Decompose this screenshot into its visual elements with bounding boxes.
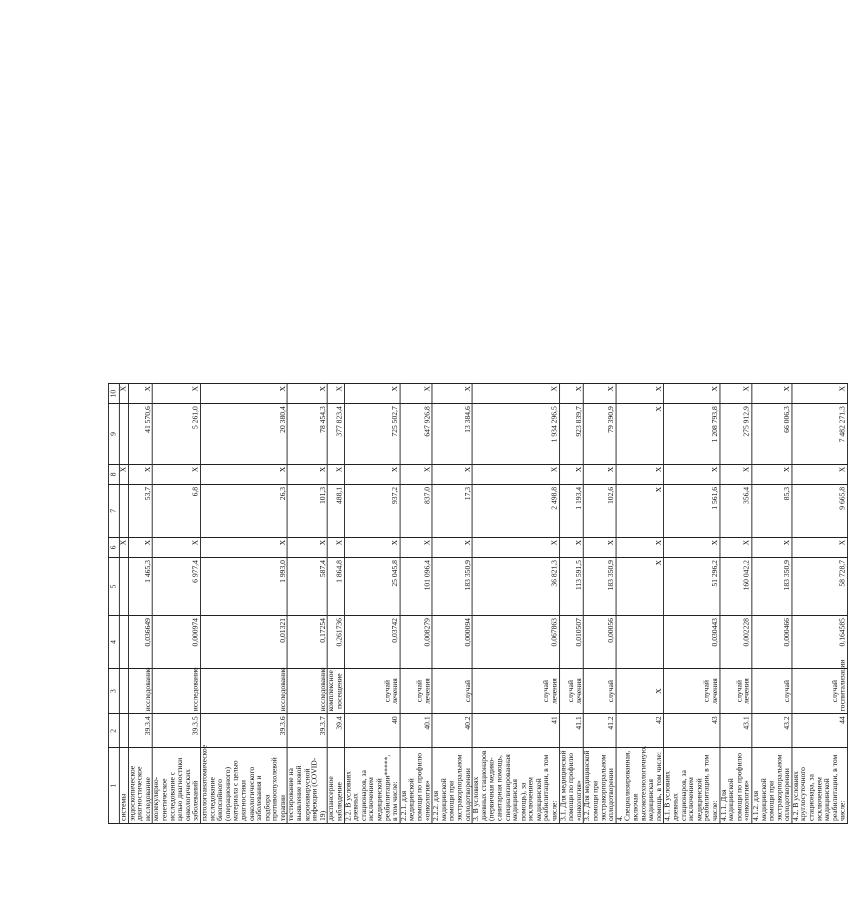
table-cell-c6: Х bbox=[432, 537, 472, 557]
table-cell-c6: Х bbox=[153, 537, 201, 557]
table-cell-c4: 0,00056 bbox=[584, 616, 616, 669]
table-cell-c3: исследование bbox=[128, 668, 152, 713]
table-cell-c6: Х bbox=[616, 537, 664, 557]
table-cell-c1: 4. Специализированная, включая высокотехнологичную, медицинская помощь, в том числе: bbox=[616, 748, 664, 824]
header-row bbox=[108, 384, 119, 824]
table-cell-c5: 160 042,2 bbox=[720, 558, 752, 616]
table-cell-c9: 275 912,9 bbox=[720, 404, 752, 465]
table-cell-c3: случай лечения bbox=[559, 668, 583, 713]
table-cell-c6: Х bbox=[328, 537, 345, 557]
table-cell-c5: 1 864,8 bbox=[328, 558, 345, 616]
table-cell-c6: Х bbox=[752, 537, 792, 557]
table-cell-c5: 25 045,8 bbox=[344, 558, 400, 616]
table-cell-c9: 647 926,8 bbox=[400, 404, 432, 465]
table-cell-c6: Х bbox=[119, 537, 128, 557]
table-cell-c3: случай лечения bbox=[344, 668, 400, 713]
table-cell-c4 bbox=[119, 616, 128, 669]
table-cell-c10: Х bbox=[792, 384, 848, 404]
table-cell-c9 bbox=[119, 404, 128, 465]
table-cell-c7: 1 561,6 bbox=[664, 484, 720, 537]
table-cell-c8: Х bbox=[200, 464, 287, 484]
table-cell-c1: 3.2. Для медицинской помощи при экстракорпоральном оплодотворении bbox=[584, 748, 616, 824]
table-cell-c6: Х bbox=[584, 537, 616, 557]
table-cell-c8: Х bbox=[616, 464, 664, 484]
table-row bbox=[472, 384, 559, 824]
column-header: 3 bbox=[108, 668, 119, 713]
table-cell-c8: Х bbox=[328, 464, 345, 484]
table-cell-c10: Х bbox=[153, 384, 201, 404]
rotated-table-container bbox=[108, 384, 847, 824]
table-cell-c2: 39.3.6 bbox=[200, 714, 287, 748]
table-cell-c9: 66 006,3 bbox=[752, 404, 792, 465]
table-cell-c8: Х bbox=[664, 464, 720, 484]
table-cell-c6: Х bbox=[344, 537, 400, 557]
table-cell-c1: 2.2.2. для медицинской помощи при экстракорпоральном оплодотворении bbox=[432, 748, 472, 824]
table-cell-c5: 51 296,2 bbox=[664, 558, 720, 616]
table-cell-c10: Х bbox=[344, 384, 400, 404]
table-row bbox=[400, 384, 432, 824]
table-row bbox=[559, 384, 583, 824]
table-cell-c1: молекулярно-генетическое исследование с целью диагностики онкологических заболеваний bbox=[153, 748, 201, 824]
table-cell-c4: 0,164585 bbox=[792, 616, 848, 669]
table-cell-c1: 4.1.1. Для медицинской помощи по профилю «онкология» bbox=[720, 748, 752, 824]
table-cell-c6: Х bbox=[400, 537, 432, 557]
table-cell-c7: 53,7 bbox=[128, 484, 152, 537]
table-cell-c3: случай госпитализации bbox=[792, 668, 848, 713]
table-cell-c9: 923 839,7 bbox=[559, 404, 583, 465]
table-cell-c9: 377 823,4 bbox=[328, 404, 345, 465]
column-header: 8 bbox=[108, 464, 119, 484]
table-cell-c10: Х bbox=[200, 384, 287, 404]
table-cell-c1: эндоскопическое диагностическое исследование bbox=[128, 748, 152, 824]
table-cell-c5: 113 591,5 bbox=[559, 558, 583, 616]
table-row bbox=[288, 384, 328, 824]
table-row bbox=[119, 384, 128, 824]
table-cell-c10: Х bbox=[720, 384, 752, 404]
table-cell-c2: 43.1 bbox=[720, 714, 752, 748]
table-cell-c2: 39.3.5 bbox=[153, 714, 201, 748]
table-cell-c4: 0,000466 bbox=[752, 616, 792, 669]
table-cell-c5: 587,4 bbox=[288, 558, 328, 616]
table-cell-c9: 41 570,6 bbox=[128, 404, 152, 465]
table-cell-c3: случай лечения bbox=[400, 668, 432, 713]
table-row bbox=[664, 384, 720, 824]
table-cell-c5: 6 977,4 bbox=[153, 558, 201, 616]
table-cell-c9: 5 261,0 bbox=[153, 404, 201, 465]
column-header: 2 bbox=[108, 714, 119, 748]
table-row bbox=[153, 384, 201, 824]
table-cell-c1: 4.1.2. для медицинской помощи при экстракорпоральном оплодотворении bbox=[752, 748, 792, 824]
table-row bbox=[752, 384, 792, 824]
table-row bbox=[200, 384, 287, 824]
table-cell-c7: 17,3 bbox=[432, 484, 472, 537]
table-cell-c10: Х bbox=[288, 384, 328, 404]
table-cell-c8: Х bbox=[288, 464, 328, 484]
table-cell-c9: 1 208 793,8 bbox=[664, 404, 720, 465]
table-cell-c10: Х bbox=[664, 384, 720, 404]
table-cell-c3: случай bbox=[432, 668, 472, 713]
table-row bbox=[328, 384, 345, 824]
table-cell-c6: Х bbox=[792, 537, 848, 557]
table-cell-c9: 78 454,3 bbox=[288, 404, 328, 465]
table-cell-c4: 0,002228 bbox=[720, 616, 752, 669]
table-cell-c7: 488,1 bbox=[328, 484, 345, 537]
table-row bbox=[584, 384, 616, 824]
table-cell-c8: Х bbox=[400, 464, 432, 484]
table-cell-c7: 837,0 bbox=[400, 484, 432, 537]
table-cell-c4: 0,008279 bbox=[400, 616, 432, 669]
table-cell-c3: исследование bbox=[200, 668, 287, 713]
table-cell-c6: Х bbox=[664, 537, 720, 557]
table-cell-c10: Х bbox=[119, 384, 128, 404]
table-cell-c6: Х bbox=[720, 537, 752, 557]
table-cell-c2: 44 bbox=[792, 714, 848, 748]
table-cell-c10: Х bbox=[328, 384, 345, 404]
table-cell-c1: тестирование на выявление новой коронавирусной инфекции (COVID-19) bbox=[288, 748, 328, 824]
table-cell-c6: Х bbox=[472, 537, 559, 557]
table-cell-c8: Х bbox=[119, 464, 128, 484]
table-cell-c1: 2.2.1. для медицинской помощи по профилю «онкология» bbox=[400, 748, 432, 824]
table-cell-c3: случай лечения bbox=[720, 668, 752, 713]
table-cell-c1: диспансерное наблюдение bbox=[328, 748, 345, 824]
table-cell-c7 bbox=[119, 484, 128, 537]
table-cell-c5 bbox=[119, 558, 128, 616]
table-cell-c2: 40.2 bbox=[432, 714, 472, 748]
table-cell-c5: 183 350,9 bbox=[752, 558, 792, 616]
table-cell-c5: 1 993,0 bbox=[200, 558, 287, 616]
table-cell-c3: исследование bbox=[153, 668, 201, 713]
table-cell-c3: Х bbox=[616, 668, 664, 713]
table-cell-c7: 26,3 bbox=[200, 484, 287, 537]
table-cell-c9: 79 390,9 bbox=[584, 404, 616, 465]
table-cell-c7: 101,3 bbox=[288, 484, 328, 537]
table-cell-c4: 0,01321 bbox=[200, 616, 287, 669]
table-cell-c10: Х bbox=[128, 384, 152, 404]
table-cell-c1: 2.2. В условиях дневных стационаров, за исключением медицинской реабилитации*****, в том числе: bbox=[344, 748, 400, 824]
column-header: 7 bbox=[108, 484, 119, 537]
column-header: 1 bbox=[108, 748, 119, 824]
table-row bbox=[616, 384, 664, 824]
table-cell-c8: Х bbox=[584, 464, 616, 484]
column-header: 4 bbox=[108, 616, 119, 669]
table-cell-c5: 36 821,3 bbox=[472, 558, 559, 616]
table-cell-c3 bbox=[119, 668, 128, 713]
table-cell-c10: Х bbox=[559, 384, 583, 404]
table-cell-c2: 43.2 bbox=[752, 714, 792, 748]
table-cell-c8: Х bbox=[153, 464, 201, 484]
table-cell-c6: Х bbox=[288, 537, 328, 557]
table-row bbox=[128, 384, 152, 824]
table-cell-c8: Х bbox=[472, 464, 559, 484]
table-cell-c6: Х bbox=[200, 537, 287, 557]
column-header: 5 bbox=[108, 558, 119, 616]
table-row bbox=[792, 384, 848, 824]
table-cell-c3: случай лечения bbox=[664, 668, 720, 713]
table-cell-c2: 41.1 bbox=[559, 714, 583, 748]
column-header: 10 bbox=[108, 384, 119, 404]
table-cell-c1: 4.2. В условиях круглосуточного стационара, за исключением медицинской реабилитации, в том числе: bbox=[792, 748, 848, 824]
table-cell-c2: 43 bbox=[664, 714, 720, 748]
table-cell-c3: случай лечения bbox=[472, 668, 559, 713]
table-cell-c10: Х bbox=[432, 384, 472, 404]
table-cell-c7: 9 665,8 bbox=[792, 484, 848, 537]
table-cell-c10: Х bbox=[472, 384, 559, 404]
table-cell-c7: 2 498,8 bbox=[472, 484, 559, 537]
table-cell-c1: системы bbox=[119, 748, 128, 824]
table-cell-c4: 0,000974 bbox=[153, 616, 201, 669]
table-cell-c9: 13 384,6 bbox=[432, 404, 472, 465]
table-cell-c9: 725 502,7 bbox=[344, 404, 400, 465]
table-cell-c2: 40 bbox=[344, 714, 400, 748]
table-cell-c2: 40.1 bbox=[400, 714, 432, 748]
table-cell-c2: 39.3.4 bbox=[128, 714, 152, 748]
table-cell-c6: Х bbox=[128, 537, 152, 557]
table-cell-c5: 183 350,9 bbox=[584, 558, 616, 616]
table-cell-c5: Х bbox=[616, 558, 664, 616]
table-cell-c8: Х bbox=[432, 464, 472, 484]
table-cell-c1: патологоанатомическое исследование биопсийного (операционного) материала с целью диагностики онкологического заболевания и подбора противоопухолевой терапии bbox=[200, 748, 287, 824]
table-cell-c7: 102,6 bbox=[584, 484, 616, 537]
table-cell-c9: Х bbox=[616, 404, 664, 465]
table-cell-c1: 3. В условиях дневных стационаров (первичная медико-санитарная помощь, специализированная медицинская помощь), за исключением медицинской реабилитации, в том числе: bbox=[472, 748, 559, 824]
table-cell-c1: 4.1. В условиях дневных стационаров, за исключением медицинской реабилитации, в том числе: bbox=[664, 748, 720, 824]
table-cell-c8: Х bbox=[344, 464, 400, 484]
table-cell-c3: случай bbox=[752, 668, 792, 713]
table-cell-c2: 41.2 bbox=[584, 714, 616, 748]
table-cell-c7: 6,8 bbox=[153, 484, 201, 537]
table-cell-c2 bbox=[119, 714, 128, 748]
table-cell-c4 bbox=[616, 616, 664, 669]
table-cell-c9: 20 380,4 bbox=[200, 404, 287, 465]
table-cell-c5: 183 350,9 bbox=[432, 558, 472, 616]
table-cell-c4: 0,030443 bbox=[664, 616, 720, 669]
table-cell-c3: случай bbox=[584, 668, 616, 713]
table-cell-c10: Х bbox=[584, 384, 616, 404]
table-cell-c1: 3.1. Для медицинской помощи по профилю «онкология» bbox=[559, 748, 583, 824]
table-cell-c4: 0,036649 bbox=[128, 616, 152, 669]
table-cell-c7: 356,4 bbox=[720, 484, 752, 537]
table-cell-c7: Х bbox=[616, 484, 664, 537]
table-cell-c5: 1 465,3 bbox=[128, 558, 152, 616]
table-cell-c4: 0,067863 bbox=[472, 616, 559, 669]
table-cell-c2: 39.4 bbox=[328, 714, 345, 748]
table-cell-c3: комплексное посещение bbox=[328, 668, 345, 713]
table-cell-c10: Х bbox=[616, 384, 664, 404]
table-cell-c9: 1 934 296,5 bbox=[472, 404, 559, 465]
table-cell-c4: 0,03742 bbox=[344, 616, 400, 669]
table-cell-c2: 39.3.7 bbox=[288, 714, 328, 748]
table-cell-c6: Х bbox=[559, 537, 583, 557]
table-cell-c4: 0,17254 bbox=[288, 616, 328, 669]
table-row bbox=[720, 384, 752, 824]
data-table bbox=[108, 383, 848, 824]
table-cell-c8: Х bbox=[792, 464, 848, 484]
table-cell-c7: 937,2 bbox=[344, 484, 400, 537]
table-cell-c4: 0,010507 bbox=[559, 616, 583, 669]
column-header: 9 bbox=[108, 404, 119, 465]
table-cell-c7: 85,3 bbox=[752, 484, 792, 537]
table-cell-c8: Х bbox=[559, 464, 583, 484]
table-cell-c9: 7 482 271,3 bbox=[792, 404, 848, 465]
table-cell-c5: 101 096,4 bbox=[400, 558, 432, 616]
table-cell-c4: 0,261736 bbox=[328, 616, 345, 669]
table-cell-c2: 41 bbox=[472, 714, 559, 748]
table-row bbox=[344, 384, 400, 824]
table-cell-c2: 42 bbox=[616, 714, 664, 748]
table-cell-c8: Х bbox=[752, 464, 792, 484]
table-cell-c7: 1 193,4 bbox=[559, 484, 583, 537]
table-cell-c10: Х bbox=[752, 384, 792, 404]
column-header: 6 bbox=[108, 537, 119, 557]
table-cell-c8: Х bbox=[128, 464, 152, 484]
table-cell-c5: 58 728,7 bbox=[792, 558, 848, 616]
table-cell-c4: 0,000094 bbox=[432, 616, 472, 669]
table-cell-c10: Х bbox=[400, 384, 432, 404]
table-row bbox=[432, 384, 472, 824]
table-cell-c3: исследование bbox=[288, 668, 328, 713]
table-cell-c8: Х bbox=[720, 464, 752, 484]
